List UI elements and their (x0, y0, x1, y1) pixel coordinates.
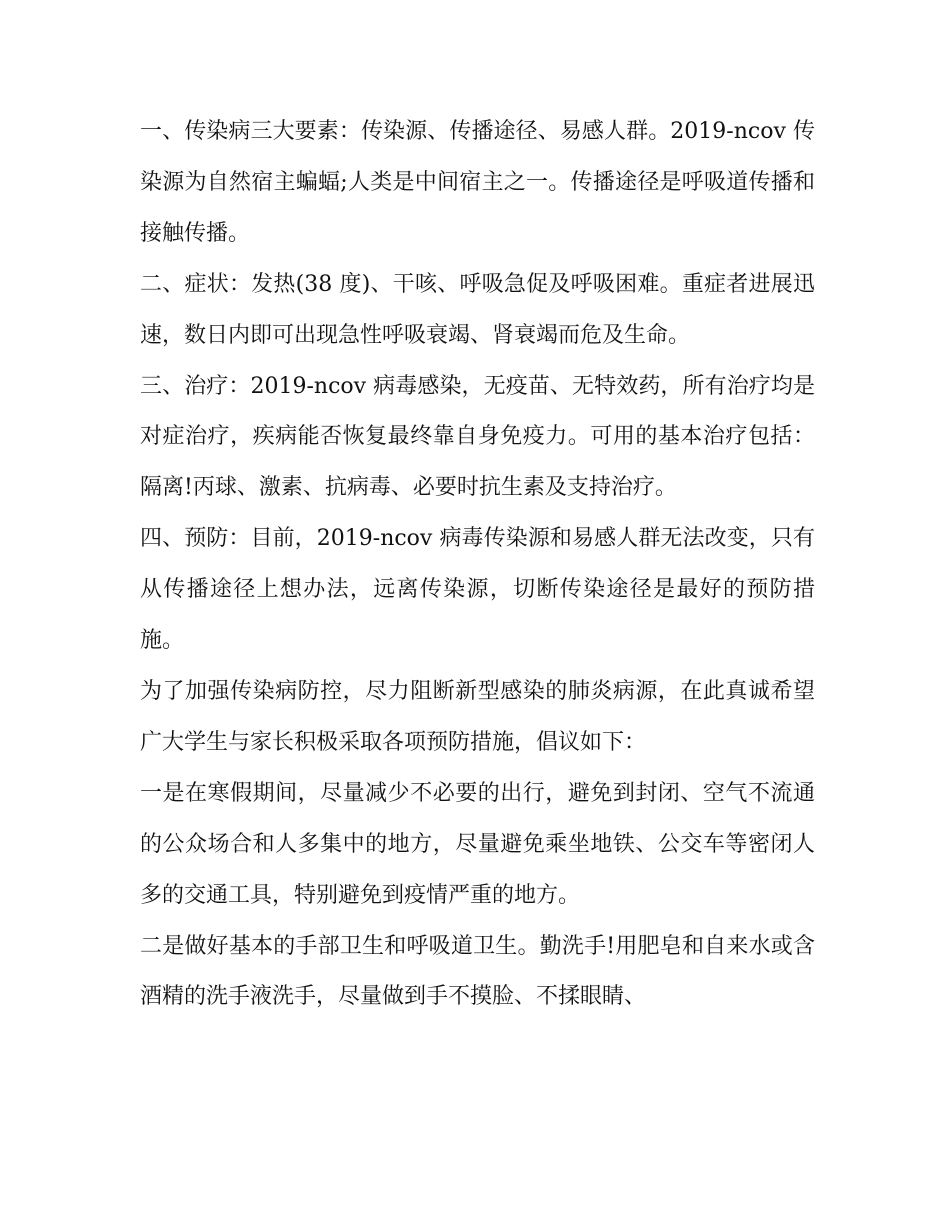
paragraph-symptoms: 二、症状：发热(38 度)、干咳、呼吸急促及呼吸困难。重症者进展迅速，数日内即可出现急性呼吸衰竭、肾衰竭而危及生命。 (140, 271, 815, 348)
paragraph-hand-hygiene: 二是做好基本的手部卫生和呼吸道卫生。勤洗手!用肥皂和自来水或含酒精的洗手液洗手，尽量做到手不摸脸、不揉眼睛、 (140, 933, 815, 1010)
paragraph-reduce-travel: 一是在寒假期间，尽量减少不必要的出行，避免到封闭、空气不流通的公众场合和人多集中的地方，尽量避免乘坐地铁、公交车等密闭人多的交通工具，特别避免到疫情严重的地方。 (140, 780, 815, 908)
paragraph-transmission-factors: 一、传染病三大要素：传染源、传播途径、易感人群。2019-ncov 传染源为自然宿主蝙蝠;人类是中间宿主之一。传播途径是呼吸道传播和接触传播。 (140, 119, 815, 246)
paragraph-treatment: 三、治疗：2019-ncov 病毒感染，无疫苗、无特效药，所有治疗均是对症治疗，疾病能否恢复最终靠自身免疫力。可用的基本治疗包括：隔离!丙球、激素、抗病毒、必要时抗生素及支持治疗。 (140, 373, 815, 501)
document-body (140, 107, 815, 1023)
paragraph-prevention: 四、预防：目前，2019-ncov 病毒传染源和易感人群无法改变，只有从传播途径上想办法，远离传染源，切断传染途径是最好的预防措施。 (140, 526, 815, 654)
paragraph-initiative-intro: 为了加强传染病防控，尽力阻断新型感染的肺炎病源，在此真诚希望广大学生与家长积极采取各项预防措施，倡议如下： (140, 678, 815, 755)
